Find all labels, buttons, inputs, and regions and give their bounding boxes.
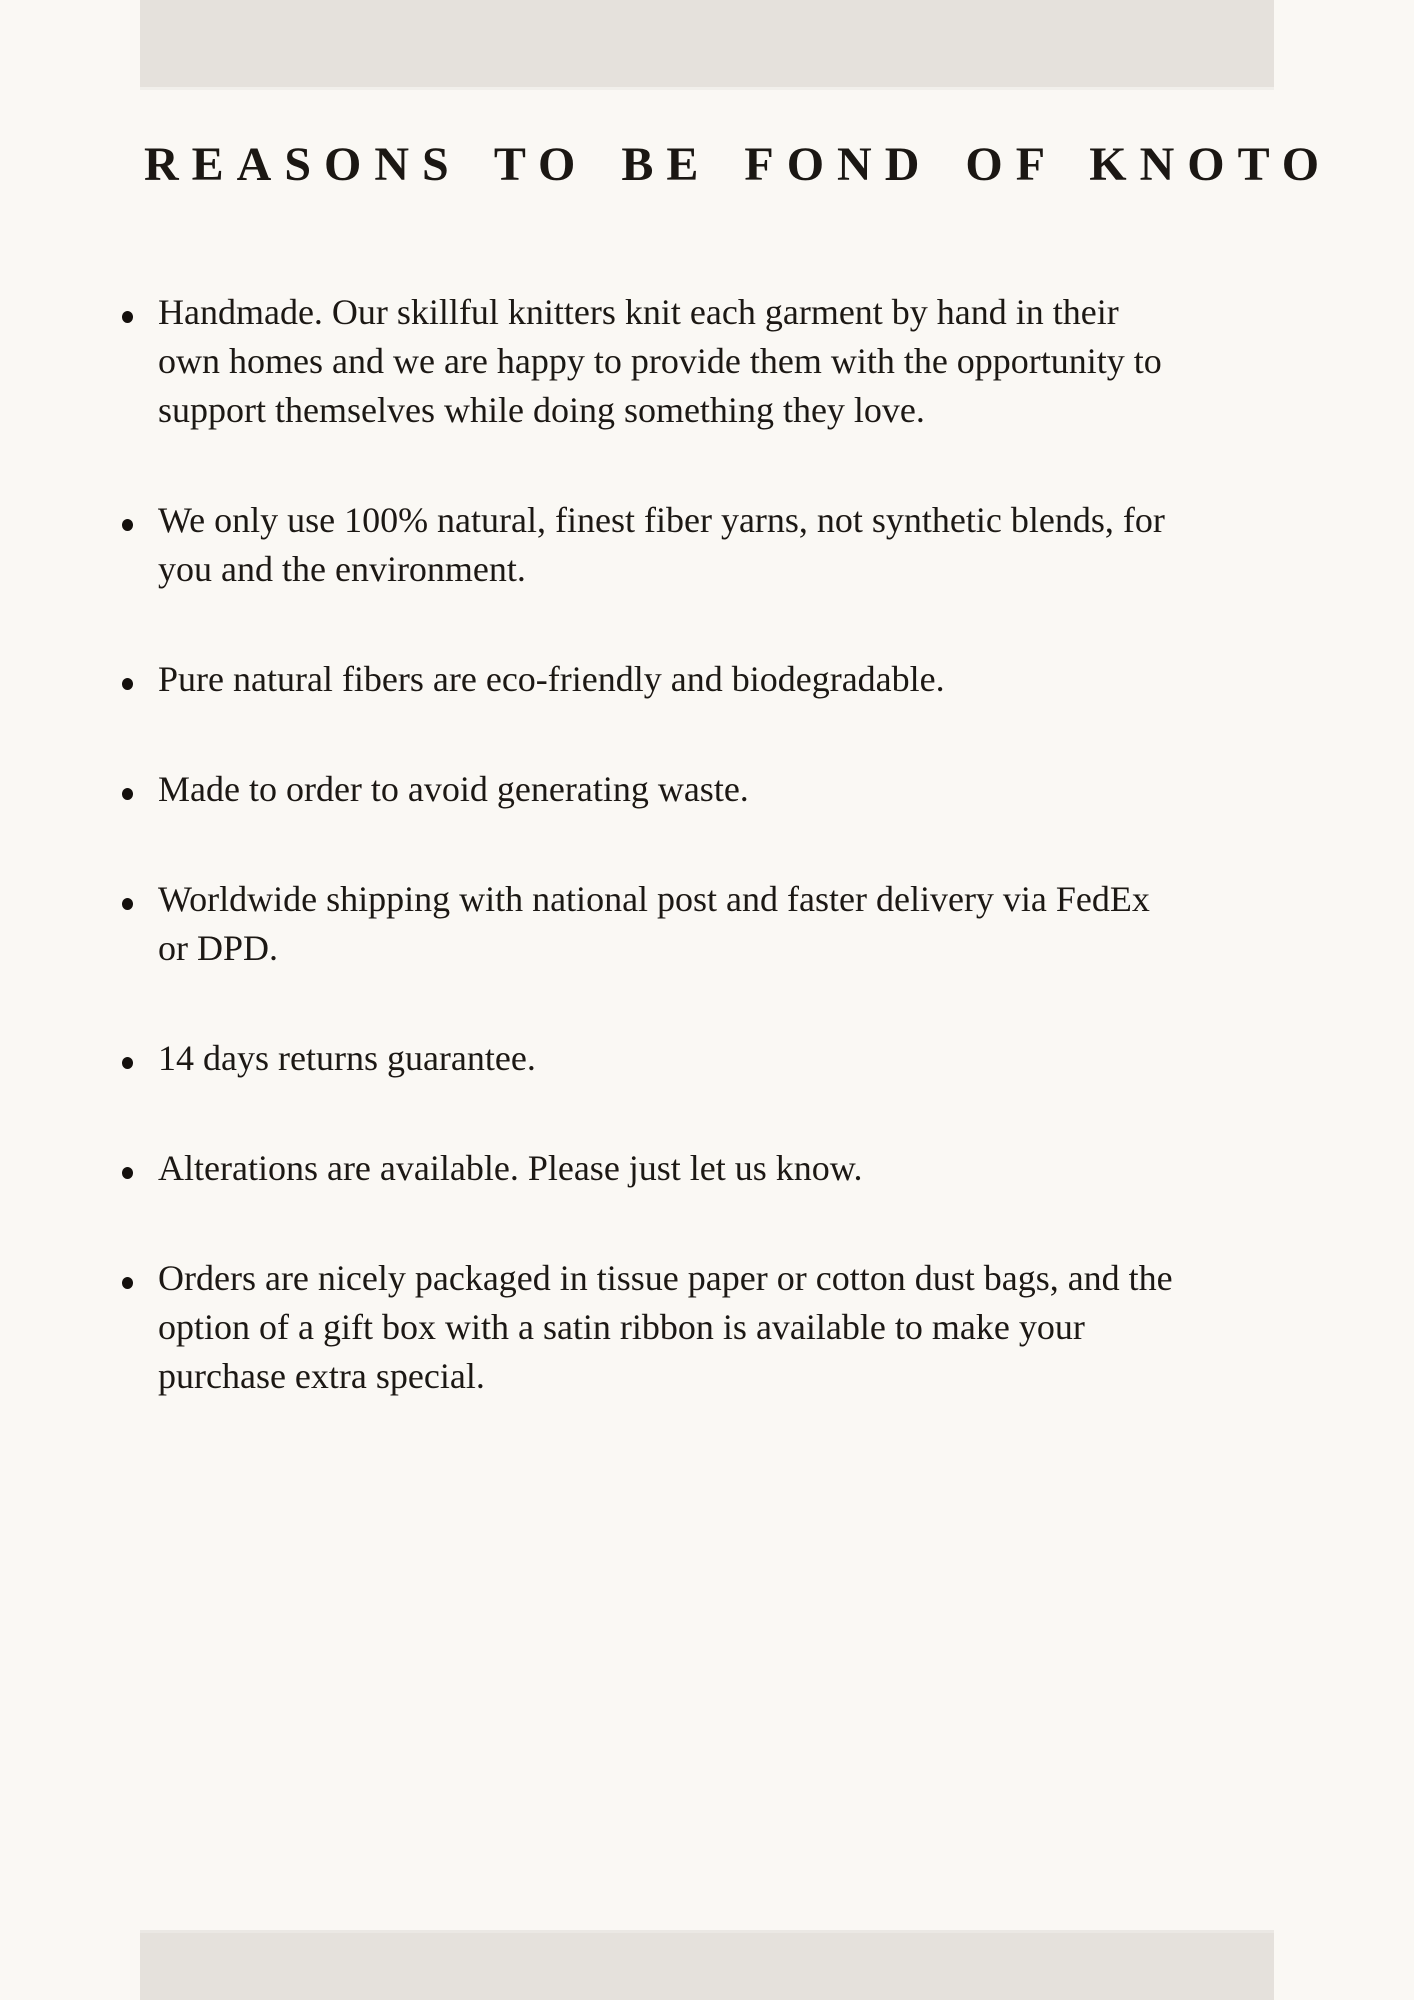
list-item — [120, 1144, 1410, 1193]
list-item — [120, 765, 1410, 814]
list-item-line: support themselves while doing something they love. — [158, 390, 925, 430]
list-item-line: Alterations are available. Please just let us know. — [158, 1148, 863, 1188]
list-item-line: option of a gift box with a satin ribbon is available to make your — [158, 1307, 1085, 1347]
list-item-line: Pure natural fibers are eco-friendly and biodegradable. — [158, 659, 945, 699]
list-item-line: you and the environment. — [158, 549, 526, 589]
list-item-line: purchase extra special. — [158, 1356, 485, 1396]
list-item-line: Worldwide shipping with national post and faster delivery via FedEx — [158, 879, 1150, 919]
list-item-line: Made to order to avoid generating waste. — [158, 769, 749, 809]
list-item — [120, 496, 1410, 594]
list-item-line: We only use 100% natural, finest fiber yarns, not synthetic blends, for — [158, 500, 1165, 540]
bottom-decorative-band — [140, 1930, 1274, 2000]
list-item-line: Orders are nicely packaged in tissue paper or cotton dust bags, and the — [158, 1258, 1173, 1298]
list-item — [120, 875, 1410, 973]
list-item-line: 14 days returns guarantee. — [158, 1038, 536, 1078]
list-item-line: or DPD. — [158, 928, 279, 968]
list-item — [120, 1034, 1410, 1083]
list-item-line: Handmade. Our skillful knitters knit each garment by hand in their — [158, 292, 1119, 332]
list-item — [120, 655, 1410, 704]
top-decorative-band — [140, 0, 1274, 90]
list-item — [120, 1254, 1410, 1401]
reasons-list — [120, 288, 1410, 1462]
page-title: REASONS TO BE FOND OF KNOTO — [144, 138, 1333, 191]
list-item — [120, 288, 1410, 435]
list-item-line: own homes and we are happy to provide them with the opportunity to — [158, 341, 1162, 381]
